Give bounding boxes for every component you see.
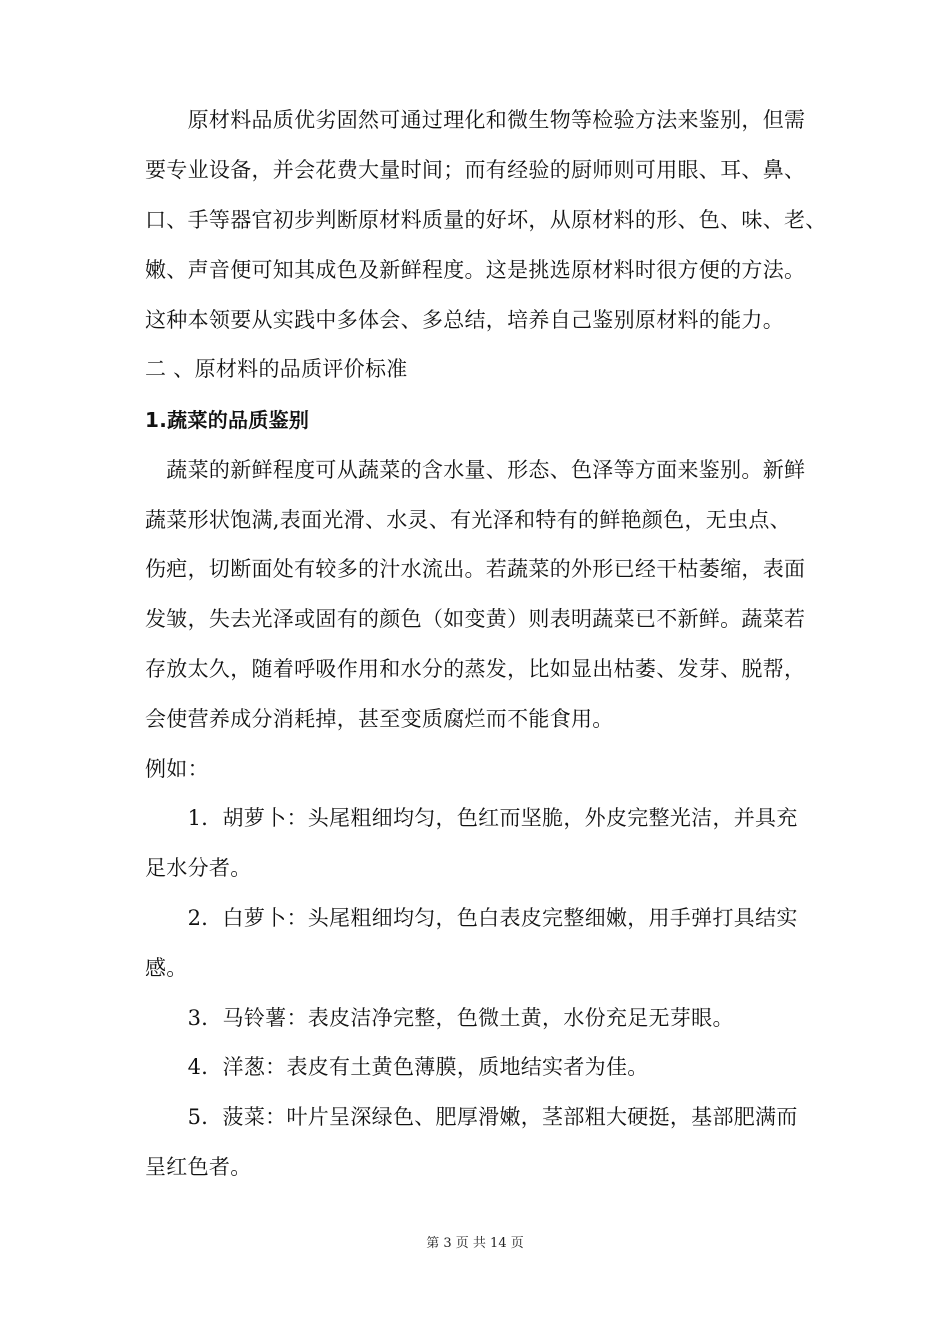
list-item-spinach-line-2: 呈红色者。 — [145, 1155, 252, 1179]
paragraph-intro-line-1: 原材料品质优劣固然可通过理化和微生物等检验方法来鉴别，但需 — [145, 108, 806, 132]
paragraph-intro-line-3: 口、手等器官初步判断原材料质量的好坏，从原材料的形、色、味、老、 — [145, 208, 827, 232]
paragraph-intro-line-5: 这种本领要从实践中多体会、多总结，培养自己鉴别原材料的能力。 — [145, 308, 784, 332]
paragraph-vegetable-line-1: 蔬菜的新鲜程度可从蔬菜的含水量、形态、色泽等方面来鉴别。新鲜 — [145, 458, 806, 482]
paragraph-vegetable-line-2: 蔬菜形状饱满,表面光滑、水灵、有光泽和特有的鲜艳颜色，无虫点、 — [145, 508, 791, 532]
list-item-carrot-line-2: 足水分者。 — [145, 856, 252, 880]
paragraph-intro-line-4: 嫩、声音便可知其成色及新鲜程度。这是挑选原材料时很方便的方法。 — [145, 258, 806, 282]
paragraph-vegetable-line-6: 会使营养成分消耗掉，甚至变质腐烂而不能食用。 — [145, 707, 614, 731]
list-item-radish-line-1: 2．白萝卜：头尾粗细均匀，色白表皮完整细嫩，用手弹打具结实 — [145, 906, 798, 930]
examples-label: 例如： — [145, 757, 209, 781]
page-number-footer: 第 3 页 共 14 页 — [426, 1236, 524, 1251]
list-item-spinach-line-1: 5．菠菜：叶片呈深绿色、肥厚滑嫩，茎部粗大硬挺，基部肥满而 — [145, 1105, 798, 1129]
section-heading: 二 、原材料的品质评价标准 — [145, 357, 408, 381]
paragraph-vegetable-line-4: 发皱，失去光泽或固有的颜色（如变黄）则表明蔬菜已不新鲜。蔬菜若 — [145, 607, 806, 631]
subsection-heading: 1.蔬菜的品质鉴别 — [145, 408, 310, 432]
paragraph-intro-line-2: 要专业设备，并会花费大量时间；而有经验的厨师则可用眼、耳、鼻、 — [145, 158, 806, 182]
paragraph-vegetable-line-5: 存放太久，随着呼吸作用和水分的蒸发，比如显出枯萎、发芽、脱帮， — [145, 657, 806, 681]
list-item-onion: 4．洋葱：表皮有土黄色薄膜，质地结实者为佳。 — [145, 1055, 649, 1079]
list-item-radish-line-2: 感。 — [145, 956, 188, 980]
list-item-carrot-line-1: 1．胡萝卜：头尾粗细均匀，色红而坚脆，外皮完整光洁，并具充 — [145, 806, 798, 830]
paragraph-vegetable-line-3: 伤疤，切断面处有较多的汁水流出。若蔬菜的外形已经干枯萎缩，表面 — [145, 557, 806, 581]
list-item-potato: 3．马铃薯：表皮洁净完整，色微土黄，水份充足无芽眼。 — [145, 1006, 734, 1030]
